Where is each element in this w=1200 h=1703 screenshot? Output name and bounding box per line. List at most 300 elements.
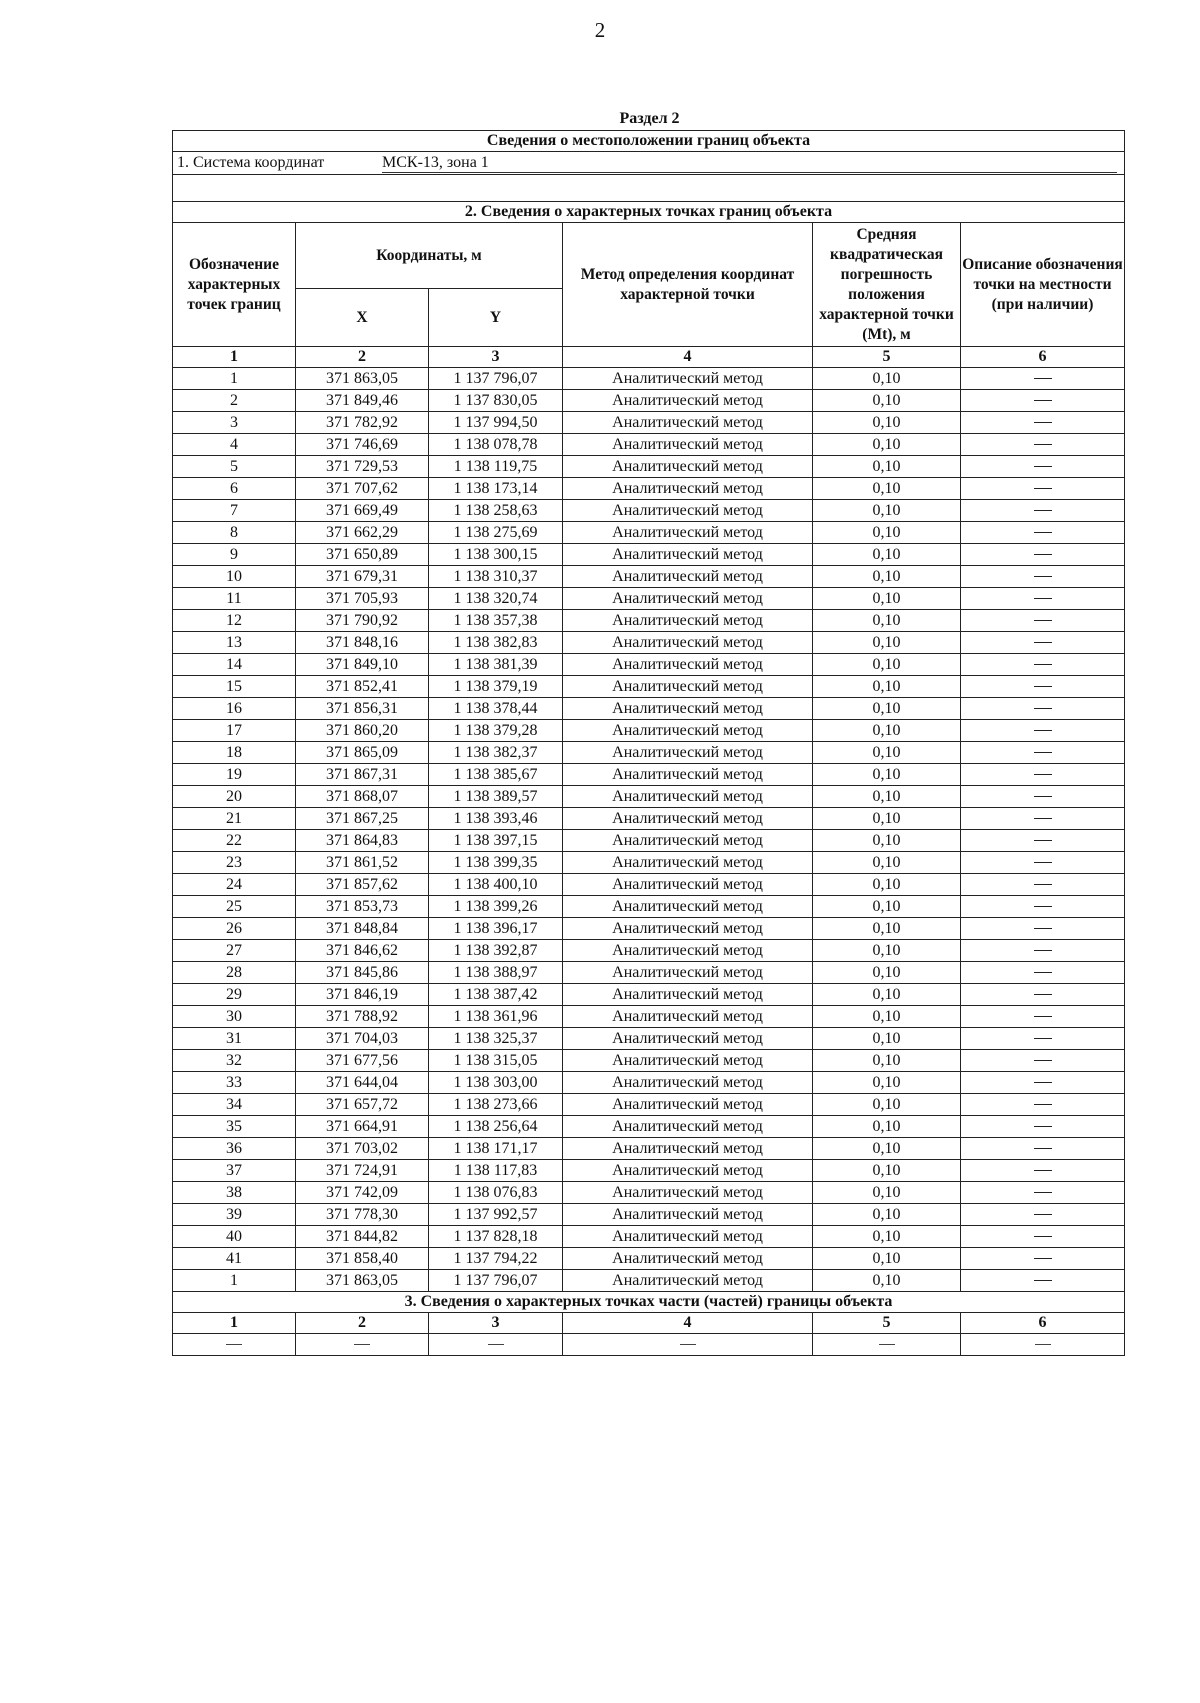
dash-mark xyxy=(1034,950,1052,951)
point-y: 1 138 300,15 xyxy=(429,544,563,566)
point-error: 0,10 xyxy=(813,852,961,874)
point-row xyxy=(173,852,1125,874)
dash-mark xyxy=(354,1344,370,1345)
point-y: 1 138 320,74 xyxy=(429,588,563,610)
point-error: 0,10 xyxy=(813,434,961,456)
point-id: 24 xyxy=(173,874,296,896)
point-id: 2 xyxy=(173,390,296,412)
dash-mark xyxy=(1034,1038,1052,1039)
point-error: 0,10 xyxy=(813,1094,961,1116)
point-y: 1 138 379,19 xyxy=(429,676,563,698)
point-y: 1 138 325,37 xyxy=(429,1028,563,1050)
point-description xyxy=(961,544,1125,566)
point-id: 14 xyxy=(173,654,296,676)
point-x: 371 703,02 xyxy=(296,1138,429,1160)
point-error: 0,10 xyxy=(813,918,961,940)
point-error: 0,10 xyxy=(813,500,961,522)
point-error: 0,10 xyxy=(813,632,961,654)
point-y: 1 138 173,14 xyxy=(429,478,563,500)
point-y: 1 138 387,42 xyxy=(429,984,563,1006)
point-description xyxy=(961,1094,1125,1116)
point-method: Аналитический метод xyxy=(563,632,813,654)
point-error: 0,10 xyxy=(813,1160,961,1182)
point-id: 15 xyxy=(173,676,296,698)
point-y: 1 138 400,10 xyxy=(429,874,563,896)
point-description xyxy=(961,764,1125,786)
point-row xyxy=(173,874,1125,896)
dash-mark xyxy=(1034,884,1052,885)
point-error: 0,10 xyxy=(813,786,961,808)
point-method: Аналитический метод xyxy=(563,1138,813,1160)
point-method: Аналитический метод xyxy=(563,1094,813,1116)
dash-mark xyxy=(1034,796,1052,797)
point-row xyxy=(173,610,1125,632)
point-description xyxy=(961,1270,1125,1292)
point-x: 371 856,31 xyxy=(296,698,429,720)
dash-mark xyxy=(1034,752,1052,753)
point-description xyxy=(961,588,1125,610)
point-y: 1 138 357,38 xyxy=(429,610,563,632)
point-method: Аналитический метод xyxy=(563,742,813,764)
point-x: 371 704,03 xyxy=(296,1028,429,1050)
point-description xyxy=(961,434,1125,456)
parts-column-number-row xyxy=(173,1313,1125,1334)
header-coordinates: Координаты, м xyxy=(296,223,563,289)
point-method: Аналитический метод xyxy=(563,918,813,940)
point-y: 1 138 361,96 xyxy=(429,1006,563,1028)
point-method: Аналитический метод xyxy=(563,1204,813,1226)
point-x: 371 657,72 xyxy=(296,1094,429,1116)
point-error: 0,10 xyxy=(813,896,961,918)
location-section-title: Сведения о местоположении границ объекта xyxy=(173,131,1125,152)
point-y: 1 138 397,15 xyxy=(429,830,563,852)
point-error: 0,10 xyxy=(813,720,961,742)
point-row xyxy=(173,588,1125,610)
point-y: 1 138 399,26 xyxy=(429,896,563,918)
point-error: 0,10 xyxy=(813,1270,961,1292)
point-row xyxy=(173,698,1125,720)
point-y: 1 137 794,22 xyxy=(429,1248,563,1270)
points-section-title: 2. Сведения о характерных точках границ объекта xyxy=(173,202,1125,223)
dash-mark xyxy=(1034,444,1052,445)
point-description xyxy=(961,632,1125,654)
point-error: 0,10 xyxy=(813,588,961,610)
point-description xyxy=(961,720,1125,742)
header-designation: Обозначение характерных точек границ xyxy=(173,223,296,347)
point-id: 13 xyxy=(173,632,296,654)
dash-mark xyxy=(1034,730,1052,731)
boundary-table xyxy=(172,130,1125,1356)
point-row xyxy=(173,1138,1125,1160)
point-error: 0,10 xyxy=(813,1248,961,1270)
dash-mark xyxy=(1034,664,1052,665)
point-id: 38 xyxy=(173,1182,296,1204)
point-id: 18 xyxy=(173,742,296,764)
point-id: 22 xyxy=(173,830,296,852)
point-x: 371 846,19 xyxy=(296,984,429,1006)
point-y: 1 138 382,83 xyxy=(429,632,563,654)
point-method: Аналитический метод xyxy=(563,720,813,742)
point-method: Аналитический метод xyxy=(563,456,813,478)
point-description xyxy=(961,742,1125,764)
point-y: 1 138 379,28 xyxy=(429,720,563,742)
point-error: 0,10 xyxy=(813,390,961,412)
point-id: 1 xyxy=(173,1270,296,1292)
point-description xyxy=(961,874,1125,896)
point-description xyxy=(961,984,1125,1006)
point-id: 31 xyxy=(173,1028,296,1050)
point-y: 1 138 076,83 xyxy=(429,1182,563,1204)
point-id: 27 xyxy=(173,940,296,962)
point-error: 0,10 xyxy=(813,1226,961,1248)
point-row xyxy=(173,720,1125,742)
dash-mark xyxy=(1034,774,1052,775)
dash-mark xyxy=(1034,1236,1052,1237)
point-x: 371 863,05 xyxy=(296,368,429,390)
point-id: 37 xyxy=(173,1160,296,1182)
dash-mark xyxy=(1034,1214,1052,1215)
point-method: Аналитический метод xyxy=(563,1072,813,1094)
point-x: 371 867,25 xyxy=(296,808,429,830)
point-error: 0,10 xyxy=(813,478,961,500)
point-error: 0,10 xyxy=(813,874,961,896)
point-description xyxy=(961,1204,1125,1226)
point-row xyxy=(173,808,1125,830)
point-description xyxy=(961,368,1125,390)
point-error: 0,10 xyxy=(813,1138,961,1160)
point-id: 25 xyxy=(173,896,296,918)
point-method: Аналитический метод xyxy=(563,368,813,390)
dash-mark xyxy=(1034,1060,1052,1061)
point-method: Аналитический метод xyxy=(563,1270,813,1292)
point-method: Аналитический метод xyxy=(563,786,813,808)
point-error: 0,10 xyxy=(813,1182,961,1204)
header-x: X xyxy=(296,289,429,347)
point-row xyxy=(173,896,1125,918)
point-row xyxy=(173,544,1125,566)
point-row xyxy=(173,1248,1125,1270)
dash-mark xyxy=(1034,554,1052,555)
page-number: 2 xyxy=(594,18,606,42)
dash-mark xyxy=(1034,708,1052,709)
point-error: 0,10 xyxy=(813,1116,961,1138)
point-row xyxy=(173,368,1125,390)
dash-mark xyxy=(1034,466,1052,467)
point-description xyxy=(961,786,1125,808)
point-method: Аналитический метод xyxy=(563,1160,813,1182)
dash-mark xyxy=(488,1344,504,1345)
point-y: 1 138 378,44 xyxy=(429,698,563,720)
point-row xyxy=(173,434,1125,456)
point-x: 371 864,83 xyxy=(296,830,429,852)
point-row xyxy=(173,1116,1125,1138)
point-description xyxy=(961,522,1125,544)
dash-mark xyxy=(1034,818,1052,819)
header-description: Описание обозначения точки на местности (при наличии) xyxy=(961,223,1125,347)
point-y: 1 138 389,57 xyxy=(429,786,563,808)
point-x: 371 863,05 xyxy=(296,1270,429,1292)
point-row xyxy=(173,1226,1125,1248)
point-description xyxy=(961,1050,1125,1072)
point-x: 371 861,52 xyxy=(296,852,429,874)
coordinate-system-row xyxy=(173,152,1125,175)
empty-cell xyxy=(813,1334,961,1356)
dash-mark xyxy=(1034,1104,1052,1105)
point-error: 0,10 xyxy=(813,1028,961,1050)
point-method: Аналитический метод xyxy=(563,852,813,874)
point-error: 0,10 xyxy=(813,412,961,434)
dash-mark xyxy=(1034,1258,1052,1259)
point-y: 1 138 117,83 xyxy=(429,1160,563,1182)
point-y: 1 138 273,66 xyxy=(429,1094,563,1116)
point-description xyxy=(961,698,1125,720)
dash-mark xyxy=(1034,686,1052,687)
point-row xyxy=(173,478,1125,500)
point-x: 371 729,53 xyxy=(296,456,429,478)
dash-mark xyxy=(1034,400,1052,401)
point-x: 371 848,16 xyxy=(296,632,429,654)
point-description xyxy=(961,852,1125,874)
empty-cell xyxy=(429,1334,563,1356)
point-id: 28 xyxy=(173,962,296,984)
point-description xyxy=(961,676,1125,698)
point-method: Аналитический метод xyxy=(563,896,813,918)
point-x: 371 848,84 xyxy=(296,918,429,940)
point-x: 371 707,62 xyxy=(296,478,429,500)
point-description xyxy=(961,808,1125,830)
point-id: 1 xyxy=(173,368,296,390)
point-row xyxy=(173,412,1125,434)
point-description xyxy=(961,390,1125,412)
point-row xyxy=(173,742,1125,764)
point-error: 0,10 xyxy=(813,610,961,632)
dash-mark xyxy=(1034,422,1052,423)
point-y: 1 137 796,07 xyxy=(429,1270,563,1292)
dash-mark xyxy=(1034,1016,1052,1017)
point-description xyxy=(961,1006,1125,1028)
point-id: 8 xyxy=(173,522,296,544)
empty-cell xyxy=(563,1334,813,1356)
point-description xyxy=(961,654,1125,676)
coordinate-system-label: 1. Система координат xyxy=(177,154,325,171)
header-y: Y xyxy=(429,289,563,347)
column-number: 1 xyxy=(173,1313,296,1334)
point-method: Аналитический метод xyxy=(563,1050,813,1072)
point-id: 40 xyxy=(173,1226,296,1248)
point-description xyxy=(961,456,1125,478)
point-method: Аналитический метод xyxy=(563,1182,813,1204)
point-method: Аналитический метод xyxy=(563,830,813,852)
column-number: 6 xyxy=(961,347,1125,368)
point-x: 371 844,82 xyxy=(296,1226,429,1248)
point-id: 26 xyxy=(173,918,296,940)
point-x: 371 782,92 xyxy=(296,412,429,434)
coordinate-system-value: МСК-13, зона 1 xyxy=(382,153,1117,173)
point-x: 371 705,93 xyxy=(296,588,429,610)
point-y: 1 137 994,50 xyxy=(429,412,563,434)
point-id: 5 xyxy=(173,456,296,478)
point-x: 371 868,07 xyxy=(296,786,429,808)
point-method: Аналитический метод xyxy=(563,676,813,698)
dash-mark xyxy=(1034,840,1052,841)
point-method: Аналитический метод xyxy=(563,544,813,566)
point-y: 1 138 393,46 xyxy=(429,808,563,830)
point-id: 6 xyxy=(173,478,296,500)
point-method: Аналитический метод xyxy=(563,962,813,984)
point-error: 0,10 xyxy=(813,522,961,544)
dash-mark xyxy=(1034,576,1052,577)
point-method: Аналитический метод xyxy=(563,412,813,434)
point-error: 0,10 xyxy=(813,1006,961,1028)
column-number: 2 xyxy=(296,1313,429,1334)
dash-mark xyxy=(1034,488,1052,489)
column-number: 2 xyxy=(296,347,429,368)
point-row xyxy=(173,1006,1125,1028)
point-id: 17 xyxy=(173,720,296,742)
point-row xyxy=(173,764,1125,786)
point-method: Аналитический метод xyxy=(563,764,813,786)
point-method: Аналитический метод xyxy=(563,984,813,1006)
point-method: Аналитический метод xyxy=(563,1006,813,1028)
point-row xyxy=(173,1270,1125,1292)
point-x: 371 650,89 xyxy=(296,544,429,566)
point-method: Аналитический метод xyxy=(563,588,813,610)
point-description xyxy=(961,1072,1125,1094)
point-y: 1 138 171,17 xyxy=(429,1138,563,1160)
point-row xyxy=(173,984,1125,1006)
column-number: 3 xyxy=(429,1313,563,1334)
dash-mark xyxy=(1034,620,1052,621)
point-id: 23 xyxy=(173,852,296,874)
point-x: 371 724,91 xyxy=(296,1160,429,1182)
point-method: Аналитический метод xyxy=(563,522,813,544)
point-y: 1 138 303,00 xyxy=(429,1072,563,1094)
point-error: 0,10 xyxy=(813,962,961,984)
point-row xyxy=(173,676,1125,698)
header-error: Средняя квадратическая погрешность положения характерной точки (Mt), м xyxy=(813,223,961,347)
section-title: Раздел 2 xyxy=(619,110,680,127)
point-id: 29 xyxy=(173,984,296,1006)
point-row xyxy=(173,654,1125,676)
point-x: 371 746,69 xyxy=(296,434,429,456)
point-description xyxy=(961,940,1125,962)
column-number: 1 xyxy=(173,347,296,368)
point-method: Аналитический метод xyxy=(563,1248,813,1270)
empty-cell xyxy=(296,1334,429,1356)
dash-mark xyxy=(1034,532,1052,533)
point-x: 371 664,91 xyxy=(296,1116,429,1138)
point-y: 1 137 830,05 xyxy=(429,390,563,412)
point-id: 32 xyxy=(173,1050,296,1072)
point-id: 16 xyxy=(173,698,296,720)
column-number: 4 xyxy=(563,347,813,368)
column-number: 4 xyxy=(563,1313,813,1334)
point-row xyxy=(173,522,1125,544)
parts-empty-row xyxy=(173,1334,1125,1356)
point-y: 1 138 078,78 xyxy=(429,434,563,456)
point-id: 20 xyxy=(173,786,296,808)
point-error: 0,10 xyxy=(813,808,961,830)
point-x: 371 778,30 xyxy=(296,1204,429,1226)
point-description xyxy=(961,566,1125,588)
point-y: 1 138 382,37 xyxy=(429,742,563,764)
point-y: 1 138 119,75 xyxy=(429,456,563,478)
point-id: 39 xyxy=(173,1204,296,1226)
point-x: 371 853,73 xyxy=(296,896,429,918)
dash-mark xyxy=(1034,994,1052,995)
point-description xyxy=(961,412,1125,434)
dash-mark xyxy=(1034,1192,1052,1193)
dash-mark xyxy=(1034,862,1052,863)
point-method: Аналитический метод xyxy=(563,874,813,896)
point-row xyxy=(173,456,1125,478)
point-description xyxy=(961,500,1125,522)
column-number: 6 xyxy=(961,1313,1125,1334)
point-x: 371 677,56 xyxy=(296,1050,429,1072)
column-number: 5 xyxy=(813,347,961,368)
point-row xyxy=(173,1160,1125,1182)
point-x: 371 857,62 xyxy=(296,874,429,896)
point-row xyxy=(173,940,1125,962)
point-method: Аналитический метод xyxy=(563,1028,813,1050)
point-error: 0,10 xyxy=(813,456,961,478)
dash-mark xyxy=(680,1344,696,1345)
point-description xyxy=(961,1248,1125,1270)
point-method: Аналитический метод xyxy=(563,390,813,412)
point-method: Аналитический метод xyxy=(563,434,813,456)
dash-mark xyxy=(1034,1126,1052,1127)
point-description xyxy=(961,830,1125,852)
point-y: 1 138 381,39 xyxy=(429,654,563,676)
point-error: 0,10 xyxy=(813,654,961,676)
dash-mark xyxy=(1034,510,1052,511)
point-x: 371 865,09 xyxy=(296,742,429,764)
point-row xyxy=(173,918,1125,940)
point-id: 10 xyxy=(173,566,296,588)
point-method: Аналитический метод xyxy=(563,610,813,632)
dash-mark xyxy=(226,1344,242,1345)
dash-mark xyxy=(1034,1082,1052,1083)
point-y: 1 138 396,17 xyxy=(429,918,563,940)
point-error: 0,10 xyxy=(813,984,961,1006)
point-error: 0,10 xyxy=(813,742,961,764)
point-description xyxy=(961,1160,1125,1182)
point-row xyxy=(173,830,1125,852)
point-x: 371 644,04 xyxy=(296,1072,429,1094)
point-description xyxy=(961,1116,1125,1138)
point-id: 4 xyxy=(173,434,296,456)
point-y: 1 137 992,57 xyxy=(429,1204,563,1226)
point-x: 371 662,29 xyxy=(296,522,429,544)
point-id: 30 xyxy=(173,1006,296,1028)
point-error: 0,10 xyxy=(813,676,961,698)
column-number-row xyxy=(173,347,1125,368)
point-description xyxy=(961,918,1125,940)
dash-mark xyxy=(1034,972,1052,973)
point-description xyxy=(961,478,1125,500)
point-id: 34 xyxy=(173,1094,296,1116)
point-x: 371 790,92 xyxy=(296,610,429,632)
dash-mark xyxy=(1034,642,1052,643)
blank-row xyxy=(173,175,1125,202)
point-row xyxy=(173,962,1125,984)
point-row xyxy=(173,1072,1125,1094)
column-number: 5 xyxy=(813,1313,961,1334)
point-x: 371 679,31 xyxy=(296,566,429,588)
point-y: 1 138 275,69 xyxy=(429,522,563,544)
point-row xyxy=(173,1094,1125,1116)
header-method: Метод определения координат характерной точки xyxy=(563,223,813,347)
